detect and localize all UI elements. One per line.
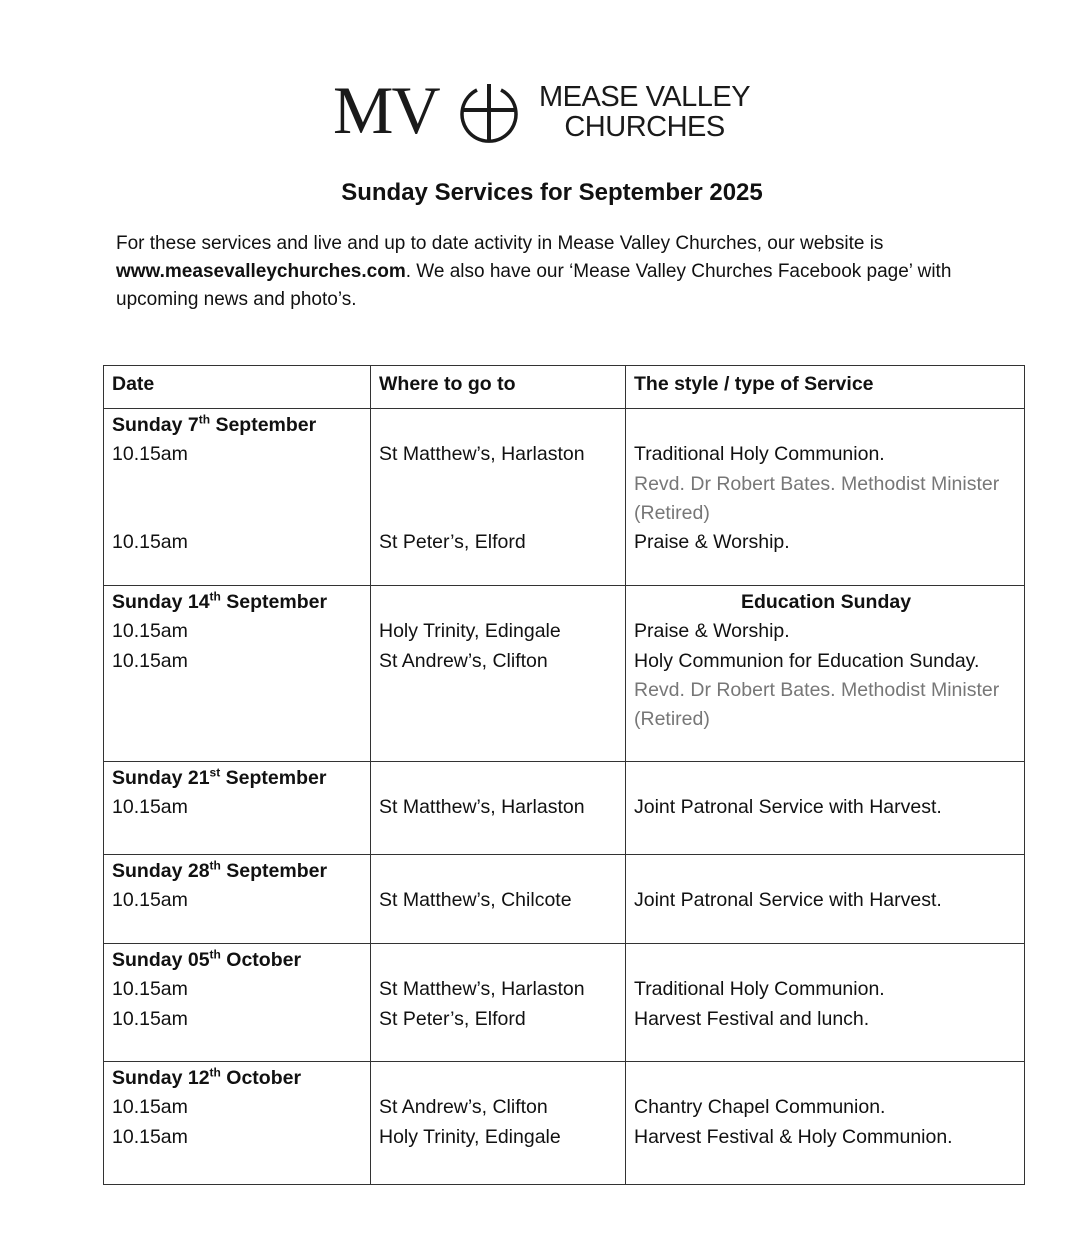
header-date: Date: [104, 366, 371, 409]
service-note: Revd. Dr Robert Bates. Methodist Minister (Retired): [634, 678, 1000, 731]
service-location: St Peter’s, Elford: [379, 531, 526, 554]
table-row: [104, 409, 1025, 586]
location-cell: [371, 1062, 626, 1185]
page-title: Sunday Services for September 2025: [341, 179, 763, 206]
header-location: Where to go to: [371, 366, 626, 409]
service-day: Sunday 7th September: [112, 412, 317, 436]
date-cell: [104, 762, 371, 855]
logo: [333, 72, 773, 152]
service-time: 10.15am: [112, 1096, 188, 1119]
location-cell: [371, 762, 626, 855]
date-cell: [104, 944, 371, 1062]
date-cell: [104, 409, 371, 586]
service-location: St Peter’s, Elford: [379, 1007, 526, 1030]
table-row: [104, 855, 1025, 944]
table-row: [104, 762, 1025, 855]
service-location: St Matthew’s, Harlaston: [379, 443, 585, 466]
service-location: St Andrew’s, Clifton: [379, 1096, 548, 1119]
service-type: Chantry Chapel Communion.: [634, 1096, 886, 1119]
date-cell: [104, 1062, 371, 1185]
service-day: Sunday 05th October: [112, 947, 302, 971]
service-cell: [626, 409, 1025, 586]
cross-circle-icon: [457, 80, 521, 144]
service-time: 10.15am: [112, 978, 188, 1001]
service-location: St Matthew’s, Chilcote: [379, 889, 572, 912]
service-day: Sunday 28th September: [112, 858, 328, 882]
service-cell: [626, 855, 1025, 944]
service-type: Praise & Worship.: [634, 531, 790, 554]
service-heading: Education Sunday: [740, 591, 912, 613]
table-row: [104, 586, 1025, 762]
location-cell: [371, 855, 626, 944]
service-time: 10.15am: [112, 531, 188, 554]
header-service: The style / type of Service: [626, 366, 1025, 409]
service-time: 10.15am: [112, 649, 188, 672]
table-row: [104, 944, 1025, 1062]
service-time: 10.15am: [112, 796, 188, 819]
service-day: Sunday 21st September: [112, 765, 327, 789]
service-time: 10.15am: [112, 620, 188, 643]
table-row: [104, 1062, 1025, 1185]
date-cell: [104, 586, 371, 762]
table-header-row: [104, 366, 1025, 409]
service-note: Revd. Dr Robert Bates. Methodist Minister (Retired): [634, 472, 1000, 524]
service-type: Traditional Holy Communion.: [634, 443, 885, 466]
intro-paragraph: [116, 230, 976, 314]
service-type: Harvest Festival & Holy Communion.: [634, 1125, 953, 1148]
service-type: Joint Patronal Service with Harvest.: [634, 889, 942, 912]
service-location: St Andrew’s, Clifton: [379, 649, 548, 672]
service-type: Harvest Festival and lunch.: [634, 1007, 870, 1030]
service-location: Holy Trinity, Edingale: [379, 1125, 561, 1148]
logo-name-line2: CHURCHES: [564, 111, 725, 143]
location-cell: [371, 409, 626, 586]
service-cell: [626, 1062, 1025, 1185]
services-table: [103, 365, 1025, 1185]
service-location: St Matthew’s, Harlaston: [379, 796, 585, 819]
service-cell: [626, 586, 1025, 762]
service-time: 10.15am: [112, 1125, 188, 1148]
logo-name-line1: MEASE VALLEY: [539, 81, 751, 113]
service-location: Holy Trinity, Edingale: [379, 620, 561, 643]
logo-name: [539, 82, 750, 142]
service-type: Joint Patronal Service with Harvest.: [634, 796, 942, 819]
service-type: Traditional Holy Communion.: [634, 978, 885, 1001]
logo-initials: MV: [333, 72, 439, 148]
intro-text-2: . We also have our ‘Mease Valley Churches Facebook page’ with upcoming news and photo’s.: [116, 261, 952, 310]
service-day: Sunday 12th October: [112, 1065, 302, 1089]
service-type: Praise & Worship.: [634, 620, 790, 643]
service-location: St Matthew’s, Harlaston: [379, 978, 585, 1001]
service-time: 10.15am: [112, 443, 188, 466]
service-time: 10.15am: [112, 1007, 188, 1030]
intro-text-1: For these services and live and up to date activity in Mease Valley Churches, our website is: [116, 233, 884, 254]
location-cell: [371, 586, 626, 762]
service-cell: [626, 762, 1025, 855]
service-type: Holy Communion for Education Sunday. Revd. Dr Robert Bates. Methodist Minister (Retired): [634, 649, 1000, 731]
service-time: 10.15am: [112, 889, 188, 912]
service-day: Sunday 14th September: [112, 589, 328, 613]
date-cell: [104, 855, 371, 944]
service-cell: [626, 944, 1025, 1062]
location-cell: [371, 944, 626, 1062]
website-link[interactable]: www.measevalleychurches.com: [116, 261, 406, 282]
